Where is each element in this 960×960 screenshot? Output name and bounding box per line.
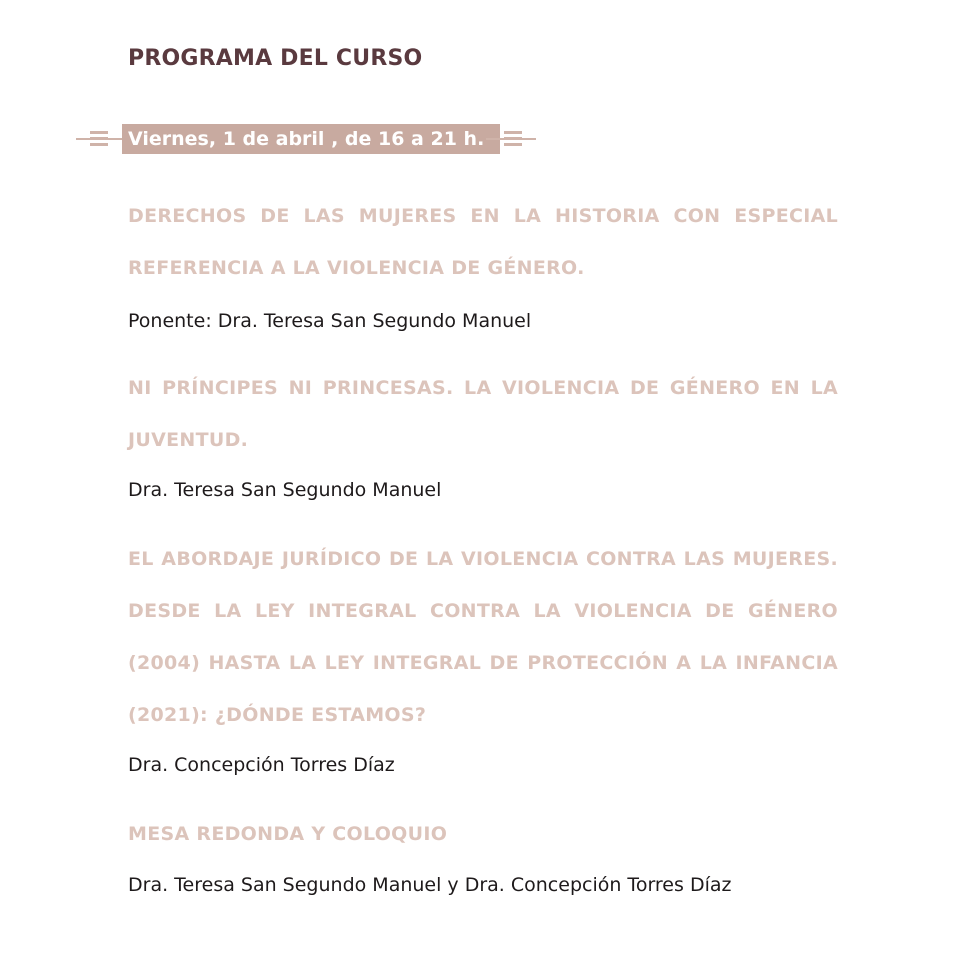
page-title: PROGRAMA DEL CURSO <box>128 46 423 71</box>
date-banner-text: Viernes, 1 de abril , de 16 a 21 h. <box>128 128 485 150</box>
session-speaker-3: Dra. Concepción Torres Díaz <box>128 754 395 776</box>
date-banner <box>76 124 536 154</box>
session-title-2: NI PRÍNCIPES NI PRINCESAS. LA VIOLENCIA DE GÉNERO EN LA JUVENTUD. <box>128 377 838 451</box>
session-title-4: MESA REDONDA Y COLOQUIO <box>128 823 448 845</box>
session-title-3: EL ABORDAJE JURÍDICO DE LA VIOLENCIA CONTRA LAS MUJERES. DESDE LA LEY INTEGRAL CONTRA LA VIOLENCIA DE GÉNERO (2004) HASTA LA LEY INTEGRAL DE PROTECCIÓN A LA INFANCIA (2021): ¿DÓNDE ESTAMOS? <box>128 548 838 726</box>
session-speaker-1: Ponente: Dra. Teresa San Segundo Manuel <box>128 310 532 332</box>
session-speaker-4: Dra. Teresa San Segundo Manuel y Dra. Concepción Torres Díaz <box>128 874 732 896</box>
session-title-1: DERECHOS DE LAS MUJERES EN LA HISTORIA CON ESPECIAL REFERENCIA A LA VIOLENCIA DE GÉNERO. <box>128 205 838 279</box>
banner-ornament-left <box>90 130 108 148</box>
banner-line-right <box>486 138 536 140</box>
session-speaker-2: Dra. Teresa San Segundo Manuel <box>128 479 442 501</box>
